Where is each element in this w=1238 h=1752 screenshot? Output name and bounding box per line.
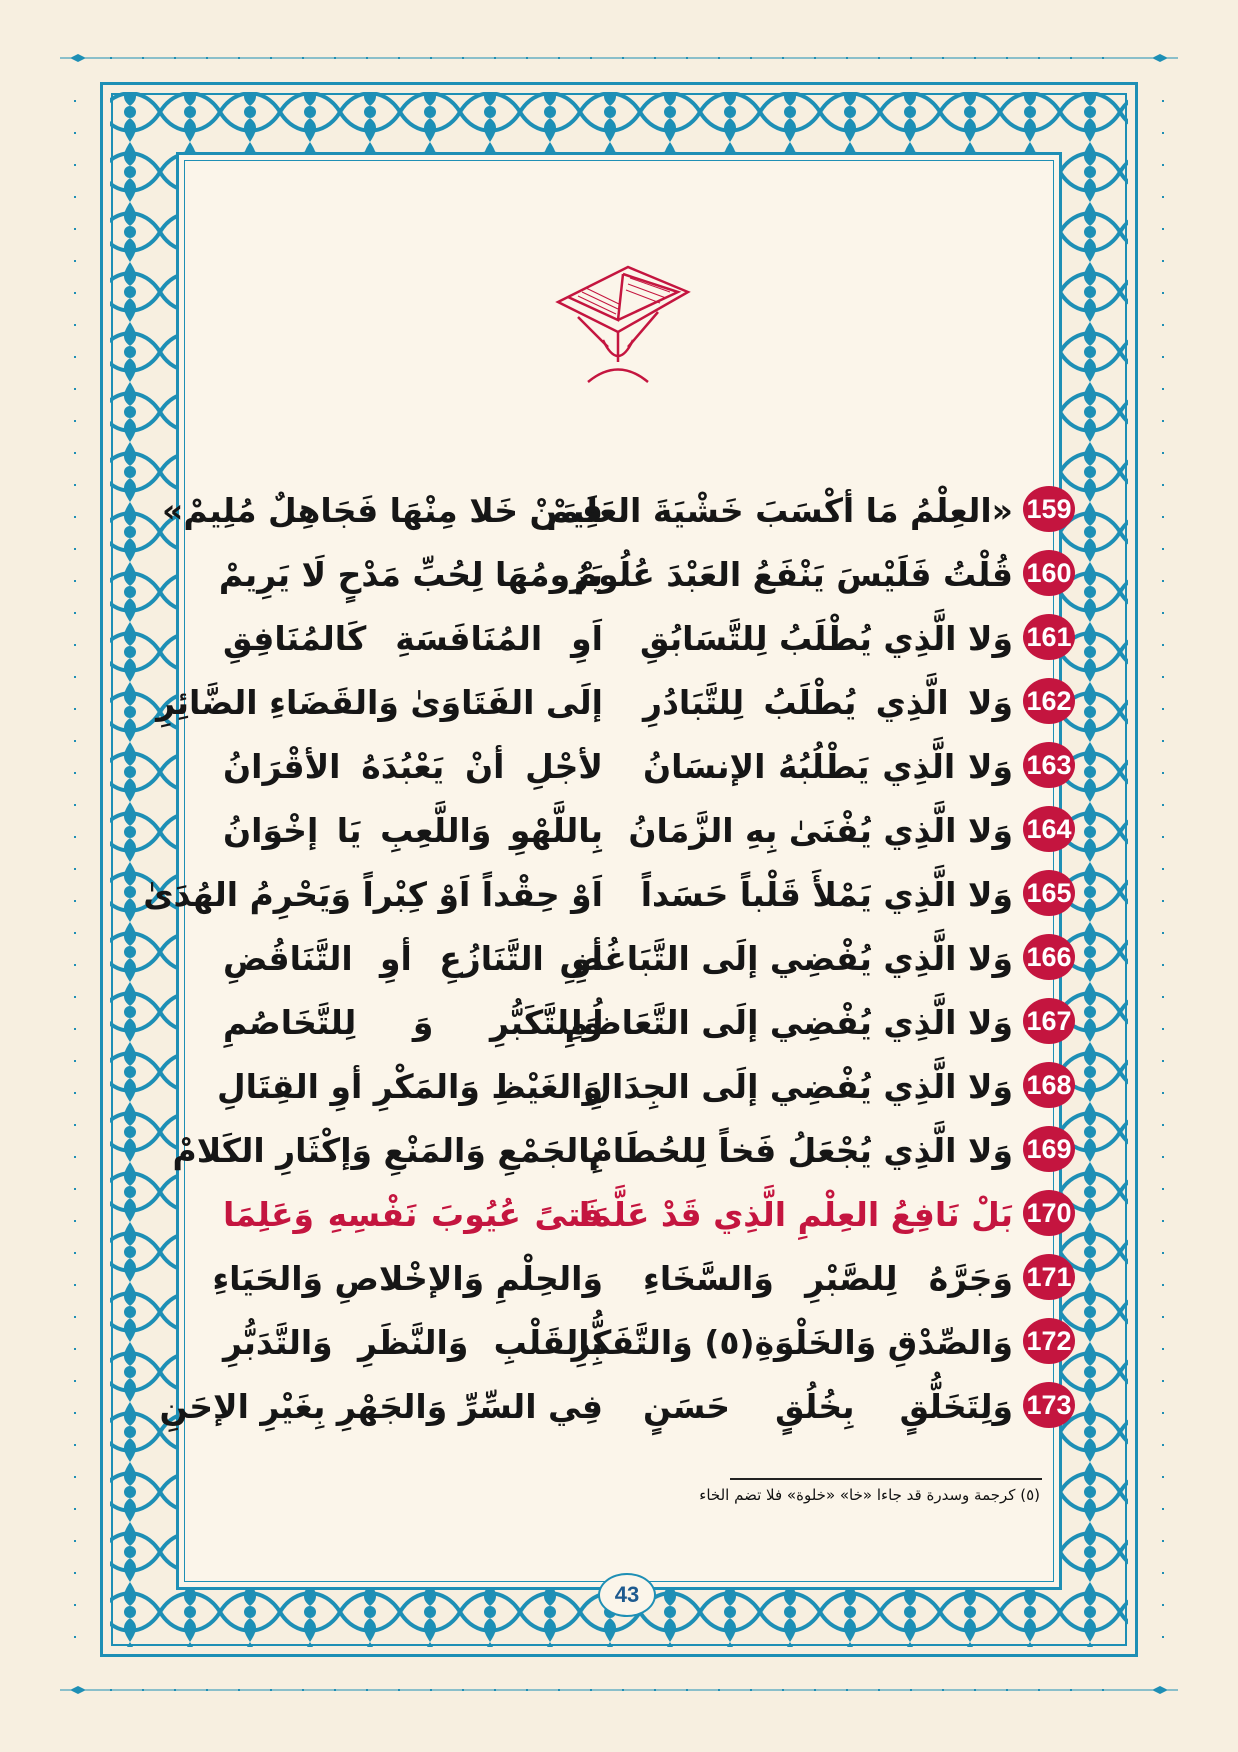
verse-number-badge: 159 [1023, 486, 1075, 532]
footnote-divider [730, 1478, 1042, 1480]
verse-number-badge: 163 [1023, 742, 1075, 788]
verse-second-hemistich: بِالقَلْبِ وَالنَّظَرِ وَالتَّدَبُّرِ [223, 1323, 603, 1362]
verse-second-hemistich: وَالغَيْظِ وَالمَكْرِ أوِ القِتَالِ [217, 1067, 603, 1106]
verse-first-hemistich: «العِلْمُ مَا أكْسَبَ خَشْيَةَ العَلِيمْ [546, 491, 1013, 530]
verse-number-badge: 166 [1023, 934, 1075, 980]
verse-number-badge: 165 [1023, 870, 1075, 916]
verse-number-badge: 171 [1023, 1254, 1075, 1300]
verse-row [200, 608, 1075, 670]
verse-first-hemistich: وَلا الَّذِي يُفْضِي إلَى الجِدَالِ [583, 1067, 1013, 1106]
verse-first-hemistich: وَلا الَّذِي يَطْلُبُهُ الإنسَانُ [643, 747, 1013, 786]
verse-row [200, 736, 1075, 798]
verse-first-hemistich: وَلا الَّذِي يُطْلَبُ لِلتَّبَادُرِ [643, 683, 1013, 722]
verse-row [200, 1248, 1075, 1310]
verse-number-badge: 164 [1023, 806, 1075, 852]
verse-number-badge: 160 [1023, 550, 1075, 596]
verse-second-hemistich: بِالجَمْعِ وَالمَنْعِ وَإكْثَارِ الكَلامْ [172, 1131, 603, 1170]
verse-number-badge: 173 [1023, 1382, 1075, 1428]
verse-first-hemistich: وَلا الَّذِي يُفْنَىٰ بِهِ الزَّمَانُ [628, 811, 1013, 850]
verse-first-hemistich: قُلْتُ فَلَيْسَ يَنْفَعُ العَبْدَ عُلُومْ [573, 555, 1013, 594]
verse-row [143, 864, 1075, 926]
verse-row [200, 1312, 1075, 1374]
verse-second-hemistich: بِاللَّهْوِ وَاللَّعِبِ يَا إخْوَانُ [223, 811, 603, 850]
verse-row-highlighted [200, 1184, 1075, 1246]
quran-lectern-icon [548, 262, 698, 392]
verse-row [172, 1120, 1075, 1182]
verse-second-hemistich: يَرُومُهَا لِحُبِّ مَدْحٍ لَا يَرِيمْ [218, 555, 603, 594]
verse-number-badge: 167 [1023, 998, 1075, 1044]
verse-first-hemistich: بَلْ نَافِعُ العِلْمِ الَّذِي قَدْ عَلَّمَا [578, 1195, 1013, 1234]
verse-number-badge: 169 [1023, 1126, 1075, 1172]
verse-number-badge: 172 [1023, 1318, 1075, 1364]
verse-second-hemistich: اَوِ المُنَافَسَةِ كَالمُنَافِقِ [223, 619, 603, 658]
verse-number-badge: 170 [1023, 1190, 1075, 1236]
verse-second-hemistich: فَمَنْ خَلا مِنْهَا فَجَاهِلٌ مُلِيمْ» [162, 491, 603, 530]
verse-row [156, 672, 1075, 734]
verse-row [162, 480, 1075, 542]
verse-second-hemistich: فِي السِّرِّ وَالجَهْرِ بِغَيْرِ الإحَنِ [159, 1387, 603, 1426]
footnote: (٥) كرجمة وسدرة قد جاءا «خا» «خلوة» فلا تضم الخاء [699, 1486, 1040, 1504]
verse-first-hemistich: وَالصِّدْقِ وَالخَلْوَةِ(٥) وَالتَّفَكُّرِ [571, 1323, 1013, 1362]
verse-second-hemistich: لأجْلِ أنْ يَعْبُدَهُ الأقْرَانُ [223, 747, 603, 786]
verse-second-hemistich: فَتىً عُيُوبَ نَفْسِهِ وَعَلِمَا [223, 1195, 603, 1234]
verse-number-badge: 162 [1023, 678, 1075, 724]
verse-number-badge: 168 [1023, 1062, 1075, 1108]
verse-first-hemistich: وَلِتَخَلُّقٍ بِخُلُقٍ حَسَنٍ [643, 1387, 1013, 1426]
verse-second-hemistich: وَالحِلْمِ وَالإخْلاصِ وَالحَيَاءِ [212, 1259, 603, 1298]
verse-first-hemistich: وَلا الَّذِي يُطْلَبُ لِلتَّسَابُقِ [640, 619, 1013, 658]
verse-first-hemistich: وَلا الَّذِي يَمْلأَ قَلْباً حَسَداً [640, 875, 1013, 914]
verse-row [159, 1376, 1075, 1438]
verse-row [200, 928, 1075, 990]
verse-first-hemistich: وَلا الَّذِي يُفْضِي إلَى التَّبَاغُضِ [559, 939, 1013, 978]
verse-first-hemistich: وَلا الَّذِي يُفْضِي إلَى التَّعَاظُمِ [564, 1003, 1013, 1042]
verse-second-hemistich: إلَى الفَتَاوَىٰ وَالقَضَاءِ الضَّائِرِ [156, 683, 603, 722]
verse-row [200, 544, 1075, 606]
verse-second-hemistich: أوِ التَّنَازُعِ أوِ التَّنَاقُضِ [223, 939, 603, 978]
verse-first-hemistich: وَلا الَّذِي يُجْعَلُ فَخاً لِلحُطَامْ [588, 1131, 1013, 1170]
verse-row [200, 1056, 1075, 1118]
verse-first-hemistich: وَجَرَّهُ لِلصَّبْرِ وَالسَّخَاءِ [643, 1259, 1013, 1298]
verse-second-hemistich: اَوْ حِقْداً اَوْ كِبْراً وَيَحْرِمُ الهُدَىٰ [143, 875, 603, 914]
verse-second-hemistich: وَلِلتَّكَبُّرِ وَ لِلتَّخَاصُمِ [223, 1003, 603, 1042]
verse-row [200, 800, 1075, 862]
verse-row [200, 992, 1075, 1054]
page-number: 43 [598, 1573, 656, 1617]
verse-number-badge: 161 [1023, 614, 1075, 660]
